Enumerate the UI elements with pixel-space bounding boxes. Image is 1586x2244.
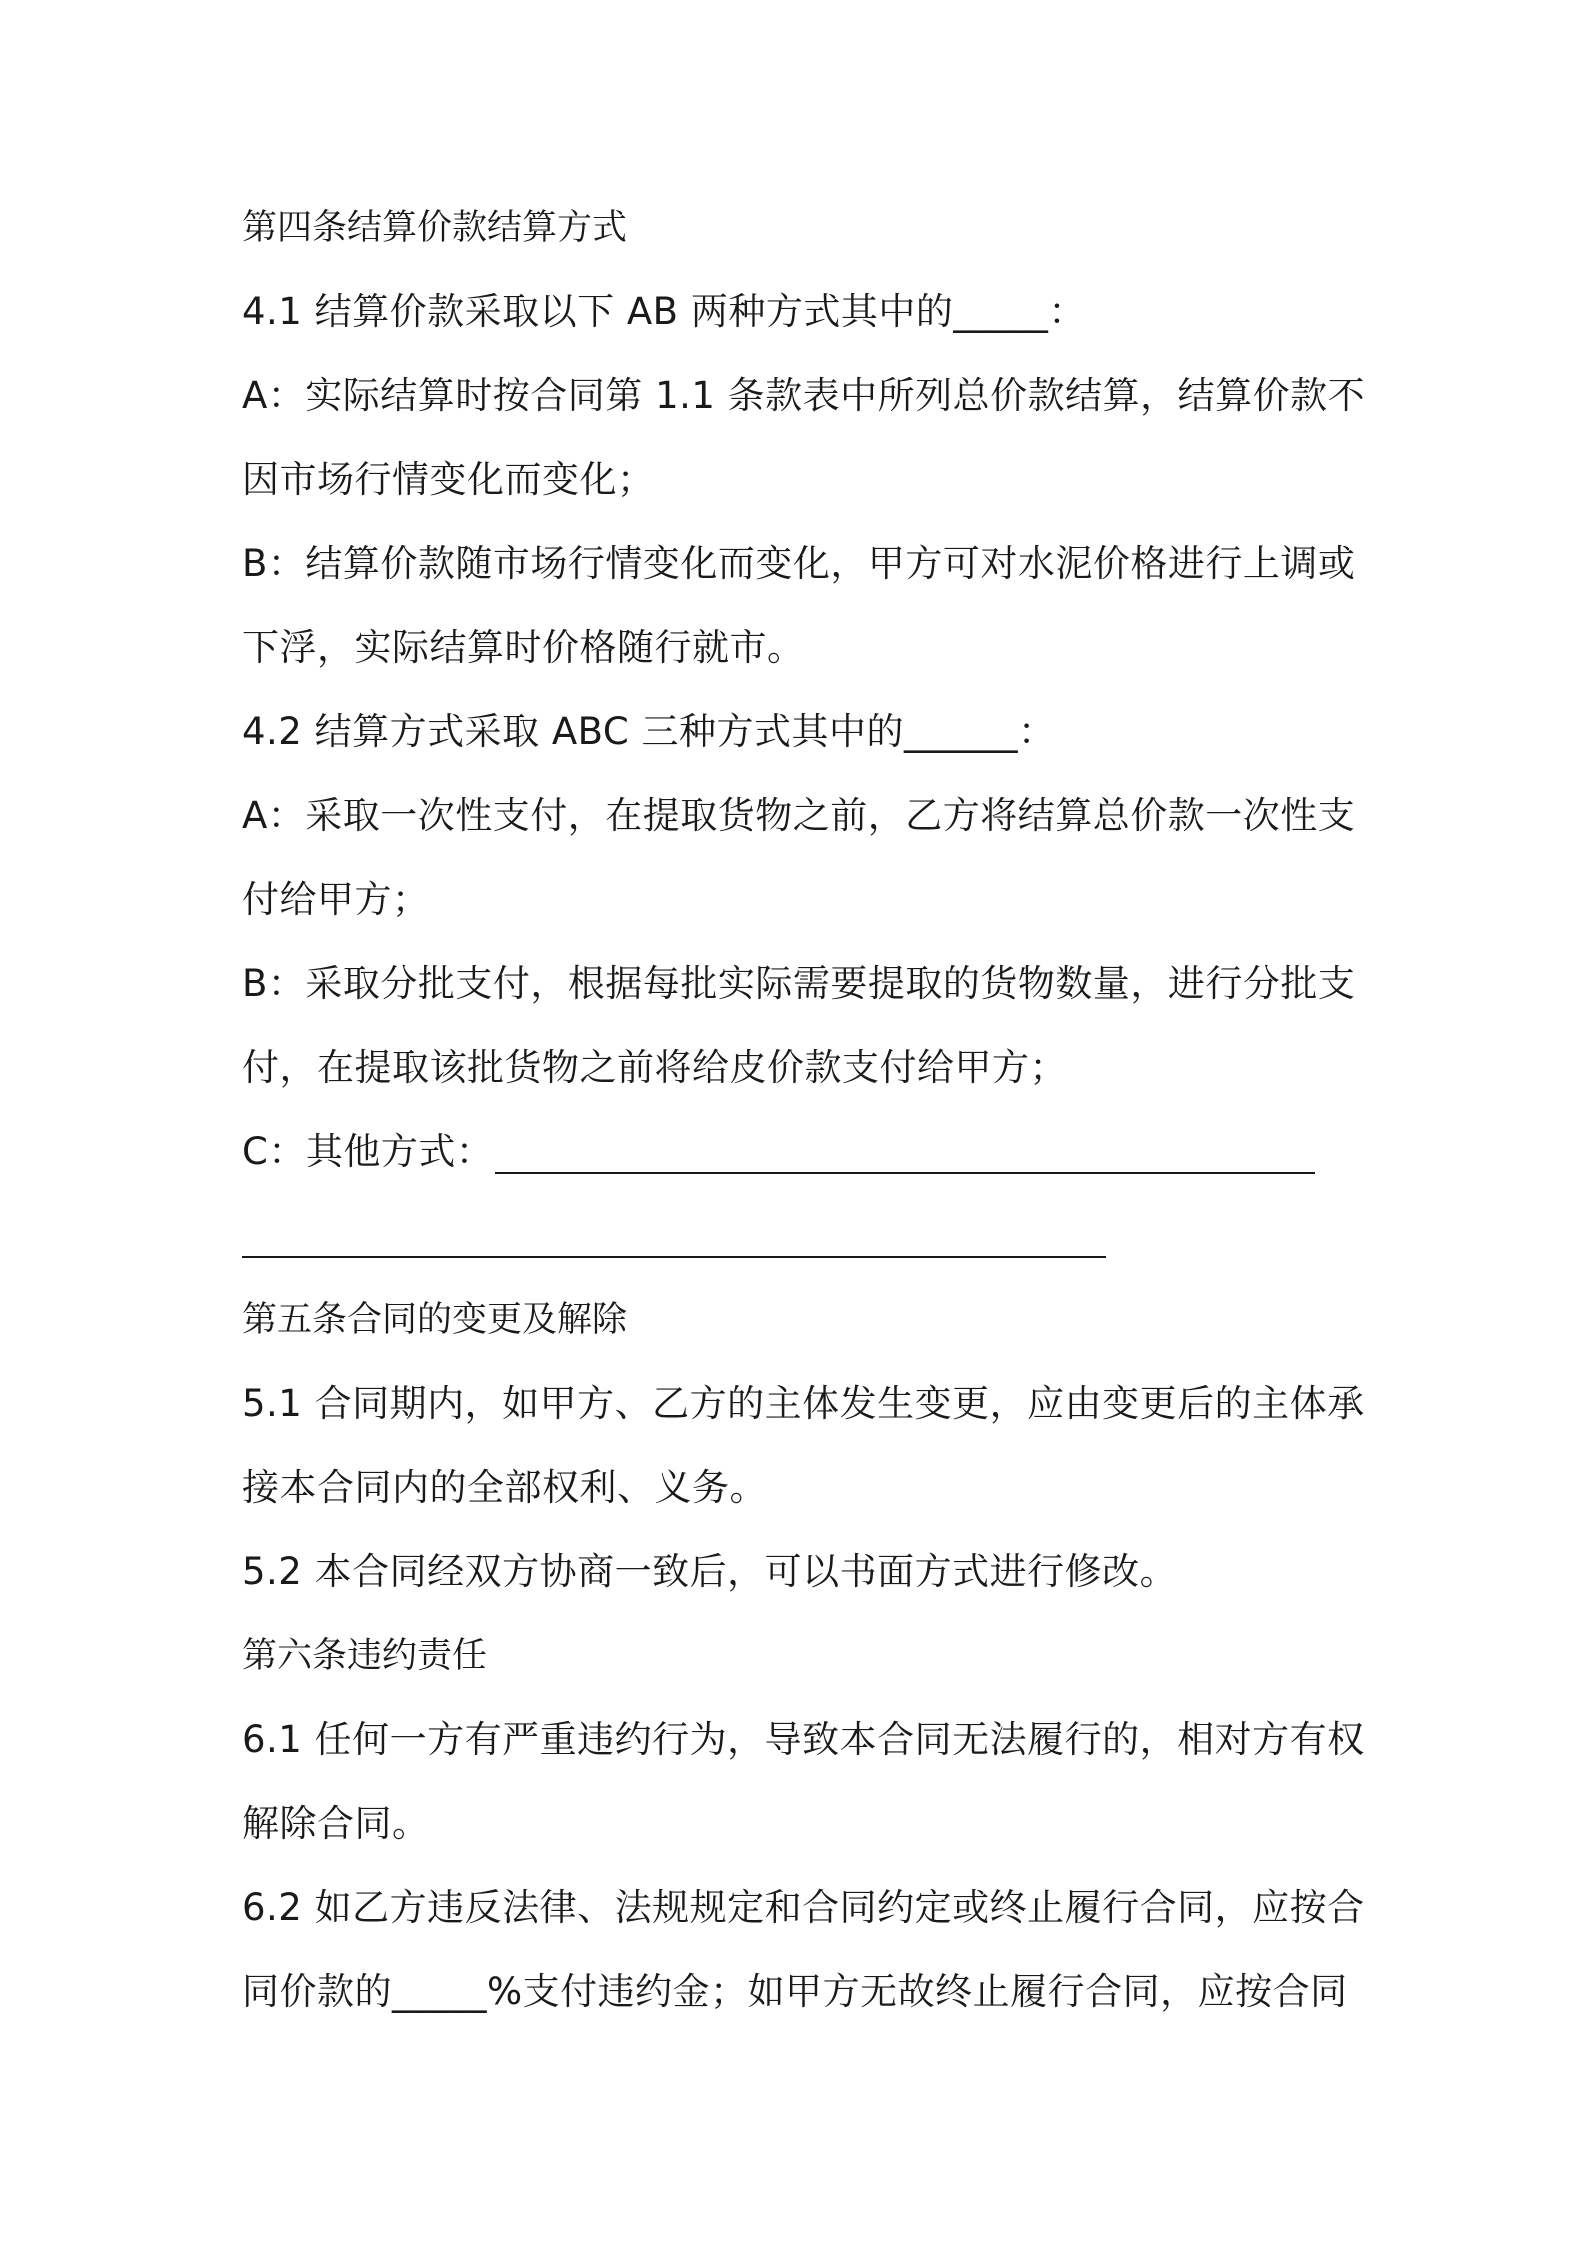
clause-5-1-line-1: 5.1 合同期内，如甲方、乙方的主体发生变更，应由变更后的主体承 xyxy=(242,1382,1365,1425)
clause-6-2-line-2: 同价款的_____%支付违约金；如甲方无故终止履行合同，应按合同 xyxy=(242,1970,1348,2013)
clause-5-2: 5.2 本合同经双方协商一致后，可以书面方式进行修改。 xyxy=(242,1550,1178,1593)
clause-4-2-option-b-line-1: B：采取分批支付，根据每批实际需要提取的货物数量，进行分批支 xyxy=(242,962,1356,1005)
clause-4-2: 4.2 结算方式采取 ABC 三种方式其中的______： xyxy=(242,710,1056,753)
clause-4-1-option-a-line-2: 因市场行情变化而变化； xyxy=(242,458,655,501)
clause-4-2-option-c: C：其他方式： xyxy=(242,1130,494,1173)
clause-4-2-option-b-line-2: 付，在提取该批货物之前将给皮价款支付给甲方； xyxy=(242,1046,1067,1089)
clause-4-1-option-b-line-1: B：结算价款随市场行情变化而变化，甲方可对水泥价格进行上调或 xyxy=(242,542,1356,585)
section-heading-4: 第四条结算价款结算方式 xyxy=(242,208,628,248)
fill-in-blank-line xyxy=(242,1256,1106,1258)
clause-4-1: 4.1 结算价款采取以下 AB 两种方式其中的_____： xyxy=(242,290,1086,333)
clause-6-2-line-1: 6.2 如乙方违反法律、法规规定和合同约定或终止履行合同，应按合 xyxy=(242,1886,1365,1929)
clause-4-1-option-b-line-2: 下浮，实际结算时价格随行就市。 xyxy=(242,626,805,669)
section-heading-6: 第六条违约责任 xyxy=(242,1636,488,1676)
section-heading-5: 第五条合同的变更及解除 xyxy=(242,1300,628,1340)
clause-4-2-option-a-line-1: A：采取一次性支付，在提取货物之前，乙方将结算总价款一次性支 xyxy=(242,794,1356,837)
clause-6-1-line-1: 6.1 任何一方有严重违约行为，导致本合同无法履行的，相对方有权 xyxy=(242,1718,1365,1761)
clause-4-2-option-a-line-2: 付给甲方； xyxy=(242,878,430,921)
clause-4-1-option-a-line-1: A：实际结算时按合同第 1.1 条款表中所列总价款结算，结算价款不 xyxy=(242,374,1366,417)
clause-6-1-line-2: 解除合同。 xyxy=(242,1802,430,1845)
fill-in-blank-line xyxy=(495,1172,1315,1174)
clause-5-1-line-2: 接本合同内的全部权利、义务。 xyxy=(242,1466,767,1509)
